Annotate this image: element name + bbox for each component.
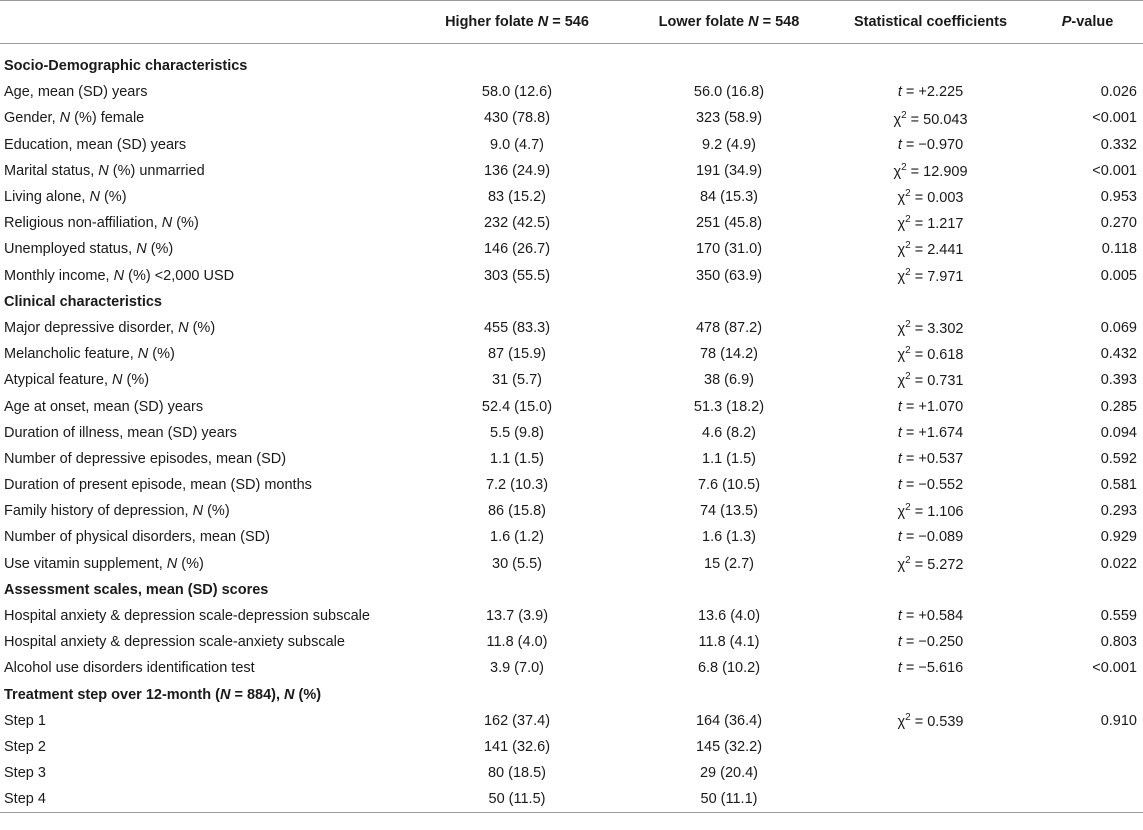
row-label-part: Use vitamin supplement, <box>4 555 167 572</box>
row-label-part: N <box>161 215 173 232</box>
table-row <box>0 629 1143 655</box>
row-label-part: Monthly income, <box>4 267 114 284</box>
statistical-coefficient <box>829 210 1032 236</box>
stat-symbol: t <box>897 608 902 625</box>
stat-symbol: t <box>897 450 902 467</box>
row-label <box>0 603 405 629</box>
higher-folate-value: 11.8 (4.0) <box>486 634 548 651</box>
p-value <box>1032 734 1143 760</box>
p-value: 0.910 <box>1100 712 1137 729</box>
stat-value: = 12.909 <box>906 163 968 180</box>
stat-symbol: t <box>897 634 902 651</box>
stat-value: = 0.003 <box>910 189 964 206</box>
stat-symbol: χ <box>897 320 906 337</box>
statistical-coefficient <box>829 472 1032 498</box>
table-row <box>0 105 1143 131</box>
statistical-coefficient <box>829 79 1032 105</box>
lower-folate-value: 4.6 (8.2) <box>702 424 756 441</box>
row-label-part: N <box>89 189 100 206</box>
p-value: 0.270 <box>1100 215 1137 232</box>
table-body <box>0 53 1143 813</box>
row-label <box>0 655 405 681</box>
p-value: 0.022 <box>1100 555 1137 572</box>
statistical-coefficient <box>829 184 1032 210</box>
lower-folate-value: 13.6 (4.0) <box>697 608 761 625</box>
stat-symbol: t <box>897 529 902 546</box>
lower-folate-value: 29 (20.4) <box>699 765 759 782</box>
table-row <box>0 603 1143 629</box>
row-label <box>0 682 405 708</box>
row-label <box>0 53 405 79</box>
p-value: 0.285 <box>1100 398 1137 415</box>
p-value <box>1032 786 1143 813</box>
lower-folate-value: 9.2 (4.9) <box>702 136 756 153</box>
lower-folate-value: 170 (31.0) <box>695 241 763 258</box>
p-value: 0.094 <box>1100 424 1137 441</box>
row-label-part: N <box>113 267 125 284</box>
table-row <box>0 79 1143 105</box>
row-label-part: N <box>136 241 147 258</box>
table-row <box>0 446 1143 472</box>
higher-folate-value: 9.0 (4.7) <box>490 136 544 153</box>
section-header-row <box>0 53 1143 79</box>
row-label <box>0 263 405 289</box>
row-label-part: (%) <box>148 346 175 363</box>
statistical-coefficient <box>829 524 1032 550</box>
row-label-part: (%) <box>172 215 199 232</box>
stat-superscript: 2 <box>905 266 911 278</box>
row-label <box>0 132 405 158</box>
stat-superscript: 2 <box>905 554 911 566</box>
statistical-coefficient <box>829 551 1032 577</box>
p-value: 0.559 <box>1100 608 1137 625</box>
higher-folate-value: 87 (15.9) <box>487 346 547 363</box>
lower-folate-value: 78 (14.2) <box>699 346 759 363</box>
p-value: 0.026 <box>1100 84 1137 101</box>
stat-superscript: 2 <box>905 240 911 252</box>
row-label-part: (%) female <box>70 110 145 127</box>
statistical-coefficient <box>829 708 1032 734</box>
stat-symbol: χ <box>897 556 906 573</box>
higher-folate-value: 3.9 (7.0) <box>490 660 544 677</box>
stat-value: = −0.970 <box>901 136 964 153</box>
header-label-blank <box>0 1 405 44</box>
row-label-part: Step 2 <box>4 738 46 755</box>
p-value: <0.001 <box>1092 162 1137 179</box>
stat-superscript: 2 <box>905 345 911 357</box>
table-row <box>0 158 1143 184</box>
stat-value: = +0.584 <box>901 608 964 625</box>
statistical-coefficient <box>829 236 1032 262</box>
statistical-coefficient <box>829 420 1032 446</box>
stat-value: = 0.731 <box>910 373 964 390</box>
statistical-coefficient <box>829 132 1032 158</box>
row-label-part: Age, mean (SD) years <box>4 84 148 101</box>
higher-folate-value: 141 (32.6) <box>483 738 551 755</box>
p-value: 0.005 <box>1100 267 1137 284</box>
higher-folate-value: 13.7 (3.9) <box>485 608 549 625</box>
row-label-part: Religious non-affiliation, <box>4 215 162 232</box>
row-label-part: Age at onset, mean (SD) years <box>4 398 204 415</box>
p-value: <0.001 <box>1092 660 1137 677</box>
row-label <box>0 289 405 315</box>
lower-folate-value: 145 (32.2) <box>695 738 763 755</box>
lower-folate-value: 191 (34.9) <box>695 162 763 179</box>
row-label-part: (%) unmarried <box>108 162 205 179</box>
row-label-part: Marital status, <box>4 162 99 179</box>
stat-superscript: 2 <box>905 319 911 331</box>
statistical-coefficient <box>829 655 1032 681</box>
header-statistical-coefficients <box>829 1 1032 44</box>
row-label <box>0 367 405 393</box>
row-label <box>0 341 405 367</box>
row-label <box>0 524 405 550</box>
p-value: 0.592 <box>1100 450 1137 467</box>
stat-value: = −5.616 <box>901 660 964 677</box>
row-label-part: Assessment scales, mean (SD) scores <box>4 581 269 598</box>
higher-folate-value: 1.1 (1.5) <box>490 450 544 467</box>
higher-folate-value: 83 (15.2) <box>487 189 547 206</box>
lower-folate-value: 251 (45.8) <box>695 215 763 232</box>
higher-folate-value: 5.5 (9.8) <box>490 424 544 441</box>
higher-folate-value: 455 (83.3) <box>483 319 551 336</box>
higher-folate-value: 303 (55.5) <box>483 267 551 284</box>
row-label <box>0 551 405 577</box>
table-row <box>0 498 1143 524</box>
p-value: <0.001 <box>1092 110 1137 127</box>
row-label-part: Step 3 <box>4 765 46 782</box>
statistical-coefficient <box>829 760 1032 786</box>
row-label-part: Hospital anxiety & depression scale-anxiety subscale <box>4 634 345 651</box>
header-p-suffix: -value <box>1071 14 1114 30</box>
lower-folate-value: 74 (13.5) <box>699 503 759 520</box>
table-row <box>0 184 1143 210</box>
row-label-part: Treatment step over 12-month ( <box>4 686 220 703</box>
stat-value: = 0.539 <box>910 713 964 730</box>
row-label-part: (%) <box>146 241 174 258</box>
lower-folate-value: 478 (87.2) <box>695 319 763 336</box>
stat-superscript: 2 <box>901 161 907 173</box>
lower-folate-value: 38 (6.9) <box>704 372 754 389</box>
table-row <box>0 263 1143 289</box>
row-label <box>0 79 405 105</box>
higher-folate-value: 50 (11.5) <box>405 786 629 813</box>
stat-symbol: t <box>897 136 902 153</box>
row-label-part: Number of physical disorders, mean (SD) <box>4 529 270 546</box>
lower-folate-value: 11.8 (4.1) <box>698 634 760 651</box>
p-value: 0.803 <box>1100 634 1137 651</box>
lower-folate-value: 323 (58.9) <box>695 110 763 127</box>
p-value: 0.069 <box>1100 319 1137 336</box>
header-higher-count: = 546 <box>548 14 589 30</box>
p-value: 0.332 <box>1100 136 1137 153</box>
section-filler <box>405 53 1143 79</box>
statistical-coefficient <box>829 734 1032 760</box>
row-label-part: (%) <box>99 189 127 206</box>
row-label-part: Duration of present episode, mean (SD) months <box>4 477 312 494</box>
stat-value: = 50.043 <box>906 111 968 128</box>
stat-value: = 0.618 <box>910 347 964 364</box>
row-label <box>0 210 405 236</box>
row-label <box>0 420 405 446</box>
table-row <box>0 472 1143 498</box>
table-row <box>0 393 1143 419</box>
row-label-part: N <box>284 686 295 703</box>
table-row <box>0 236 1143 262</box>
row-label-part: (%) <box>177 555 204 572</box>
statistical-coefficient <box>829 498 1032 524</box>
row-label-part: Family history of depression, <box>4 503 193 520</box>
row-label-part: Step 4 <box>4 791 46 808</box>
table-row <box>0 210 1143 236</box>
row-label-part: Clinical characteristics <box>4 293 162 310</box>
header-p-value <box>1032 1 1143 44</box>
stat-value: = +2.225 <box>901 84 964 101</box>
row-label <box>0 315 405 341</box>
row-label-part: (%) <box>203 503 230 520</box>
stat-value: = +0.537 <box>901 450 964 467</box>
stat-value: = 1.217 <box>910 216 964 233</box>
section-header-row <box>0 682 1143 708</box>
lower-folate-value: 56.0 (16.8) <box>693 84 765 101</box>
stat-value: = −0.250 <box>901 634 964 651</box>
row-label-part: Melancholic feature, <box>4 346 138 363</box>
row-label-part: Alcohol use disorders identification test <box>4 660 255 677</box>
stat-symbol: χ <box>897 347 906 364</box>
higher-folate-value: 80 (18.5) <box>487 765 547 782</box>
p-value: 0.393 <box>1100 372 1137 389</box>
lower-folate-value: 164 (36.4) <box>695 712 763 729</box>
row-label <box>0 105 405 131</box>
higher-folate-value: 31 (5.7) <box>492 372 542 389</box>
row-label <box>0 708 405 734</box>
table-row <box>0 655 1143 681</box>
statistical-coefficient <box>829 315 1032 341</box>
section-filler <box>405 682 1143 708</box>
row-label <box>0 236 405 262</box>
header-higher-folate <box>405 1 629 44</box>
statistical-coefficient <box>829 786 1032 813</box>
higher-folate-value: 86 (15.8) <box>487 503 547 520</box>
lower-folate-value: 50 (11.1) <box>629 786 829 813</box>
row-label-part: (%) <2,000 USD <box>124 267 235 284</box>
stat-symbol: χ <box>897 504 906 521</box>
section-filler <box>405 577 1143 603</box>
row-label-part: (%) <box>294 686 322 703</box>
lower-folate-value: 350 (63.9) <box>695 267 763 284</box>
header-higher-text: Higher folate <box>445 14 538 30</box>
row-label-part: Duration of illness, mean (SD) years <box>4 424 237 441</box>
stat-value: = 3.302 <box>910 320 964 337</box>
stat-superscript: 2 <box>905 711 911 723</box>
row-label-part: Number of depressive episodes, mean (SD) <box>4 450 287 467</box>
higher-folate-value: 7.2 (10.3) <box>485 477 549 494</box>
higher-folate-value: 146 (26.7) <box>483 241 551 258</box>
p-value: 0.118 <box>1101 241 1137 258</box>
section-header-row <box>0 289 1143 315</box>
stat-symbol: χ <box>897 189 906 206</box>
row-label <box>0 393 405 419</box>
row-label-part: Major depressive disorder, <box>4 319 179 336</box>
stat-symbol: t <box>897 84 902 101</box>
row-label <box>0 184 405 210</box>
p-value <box>1032 760 1143 786</box>
stat-symbol: t <box>897 660 902 677</box>
statistical-coefficient <box>829 629 1032 655</box>
row-label-part: Step 1 <box>4 712 46 729</box>
higher-folate-value: 162 (37.4) <box>483 712 551 729</box>
section-filler <box>405 289 1143 315</box>
stat-superscript: 2 <box>901 109 907 121</box>
stat-value: = 1.106 <box>910 504 964 521</box>
row-label-part: Education, mean (SD) years <box>4 136 187 153</box>
header-gap-cell <box>0 44 1143 54</box>
table-row <box>0 708 1143 734</box>
header-lower-folate <box>629 1 829 44</box>
higher-folate-value: 30 (5.5) <box>492 555 542 572</box>
row-label <box>0 158 405 184</box>
row-label-part: Living alone, <box>4 189 90 206</box>
lower-folate-value: 1.1 (1.5) <box>702 450 756 467</box>
table-row <box>0 367 1143 393</box>
row-label-part: N <box>98 162 109 179</box>
row-label-part: Unemployed status, <box>4 241 137 258</box>
table-row <box>0 132 1143 158</box>
table-row <box>0 734 1143 760</box>
p-value: 0.929 <box>1100 529 1137 546</box>
stat-value: = 5.272 <box>910 556 964 573</box>
lower-folate-value: 15 (2.7) <box>704 555 754 572</box>
stat-superscript: 2 <box>905 502 911 514</box>
row-label-part: N <box>112 372 123 389</box>
row-label-part: N <box>178 319 189 336</box>
header-p-letter: P <box>1061 14 1072 30</box>
stat-value: = +1.070 <box>901 398 964 415</box>
lower-folate-value: 51.3 (18.2) <box>693 398 765 415</box>
row-label-part: (%) <box>122 372 150 389</box>
statistical-coefficient <box>829 603 1032 629</box>
higher-folate-value: 232 (42.5) <box>483 215 551 232</box>
row-label-part: Socio-Demographic characteristics <box>4 58 248 75</box>
row-label <box>0 472 405 498</box>
stat-symbol: χ <box>897 373 906 390</box>
stat-symbol: χ <box>897 216 906 233</box>
higher-folate-value: 430 (78.8) <box>483 110 551 127</box>
header-lower-text: Lower folate <box>658 14 749 30</box>
table-row <box>0 420 1143 446</box>
row-label <box>0 760 405 786</box>
p-value: 0.953 <box>1100 189 1137 206</box>
higher-folate-value: 52.4 (15.0) <box>481 398 553 415</box>
row-label-part: Hospital anxiety & depression scale-depression subscale <box>4 608 370 625</box>
higher-folate-value: 58.0 (12.6) <box>481 84 553 101</box>
statistical-coefficient <box>829 158 1032 184</box>
row-label-part: N <box>192 503 204 520</box>
stat-symbol: χ <box>897 713 906 730</box>
stat-value: = −0.552 <box>901 477 964 494</box>
statistical-coefficient <box>829 105 1032 131</box>
table-row <box>0 524 1143 550</box>
row-label-part: Atypical feature, <box>4 372 112 389</box>
stat-symbol: χ <box>897 268 906 285</box>
row-label-part: N <box>137 346 149 363</box>
lower-folate-value: 7.6 (10.5) <box>697 477 761 494</box>
stat-superscript: 2 <box>905 188 911 200</box>
row-label-part: N <box>59 110 71 127</box>
higher-folate-value: 1.6 (1.2) <box>490 529 544 546</box>
stat-value: = 2.441 <box>910 242 964 259</box>
stat-symbol: t <box>897 477 902 494</box>
p-value: 0.581 <box>1100 477 1137 494</box>
stat-value: = −0.089 <box>901 529 964 546</box>
row-label-part: = 884), <box>230 686 285 703</box>
header-gap <box>0 44 1143 54</box>
statistical-coefficient <box>829 393 1032 419</box>
stat-superscript: 2 <box>905 214 911 226</box>
stat-symbol: χ <box>897 242 906 259</box>
table-row <box>0 786 1143 813</box>
row-label-part: N <box>219 686 231 703</box>
header-lower-count: = 548 <box>758 14 800 30</box>
row-label <box>0 577 405 603</box>
statistical-coefficient <box>829 341 1032 367</box>
table-row <box>0 341 1143 367</box>
table-row <box>0 315 1143 341</box>
lower-folate-value: 6.8 (10.2) <box>697 660 761 677</box>
row-label-part: N <box>166 555 178 572</box>
table-row <box>0 760 1143 786</box>
row-label <box>0 498 405 524</box>
statistical-coefficient <box>829 446 1032 472</box>
row-label <box>0 734 405 760</box>
statistical-coefficient <box>829 263 1032 289</box>
header-lower-n: N <box>748 14 759 30</box>
row-label <box>0 629 405 655</box>
p-value: 0.293 <box>1100 503 1137 520</box>
table-header <box>0 1 1143 54</box>
row-label-part: (%) <box>188 319 216 336</box>
header-stat-text: Statistical coefficients <box>853 14 1008 30</box>
stat-symbol: t <box>897 398 902 415</box>
table-row <box>0 551 1143 577</box>
stat-value: = 7.971 <box>910 268 964 285</box>
header-row <box>0 1 1143 44</box>
stat-superscript: 2 <box>905 371 911 383</box>
stat-value: = +1.674 <box>901 424 964 441</box>
section-header-row <box>0 577 1143 603</box>
stat-symbol: t <box>897 424 902 441</box>
header-higher-n: N <box>537 14 549 30</box>
p-value: 0.432 <box>1100 346 1137 363</box>
row-label <box>0 446 405 472</box>
lower-folate-value: 84 (15.3) <box>699 189 759 206</box>
stat-symbol: χ <box>893 111 902 128</box>
row-label <box>0 786 405 813</box>
stat-symbol: χ <box>893 163 902 180</box>
lower-folate-value: 1.6 (1.3) <box>702 529 756 546</box>
statistical-coefficient <box>829 367 1032 393</box>
higher-folate-value: 136 (24.9) <box>483 162 551 179</box>
row-label-part: Gender, <box>4 110 60 127</box>
